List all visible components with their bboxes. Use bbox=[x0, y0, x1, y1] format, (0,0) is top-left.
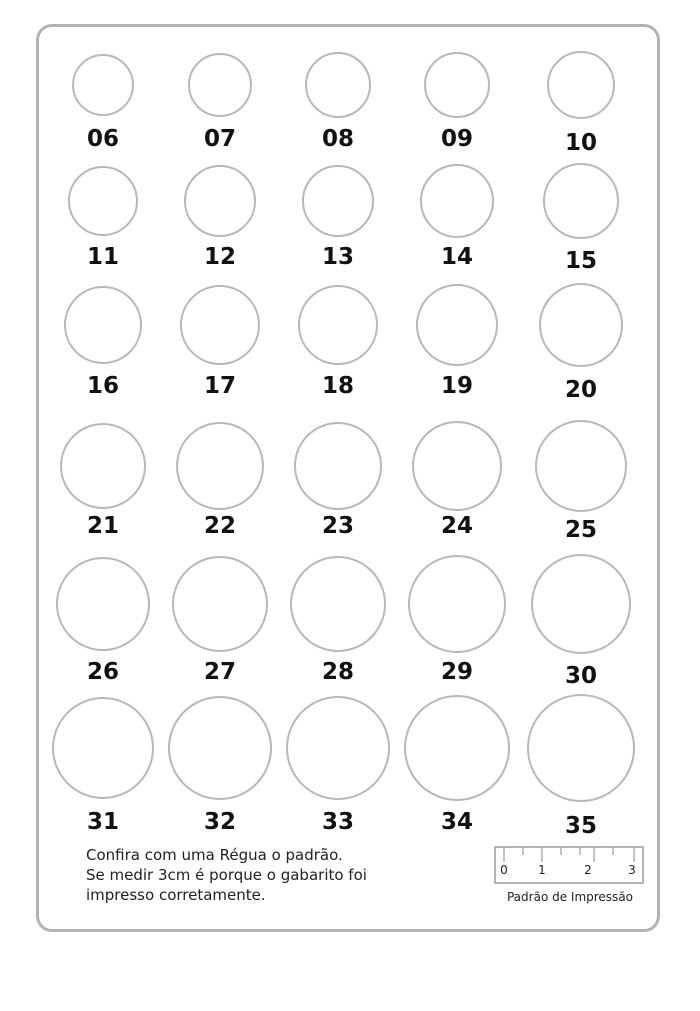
ring-size-circle bbox=[168, 696, 272, 800]
ring-size-circle bbox=[305, 52, 371, 118]
ring-size-circle bbox=[535, 420, 627, 512]
ring-size-label: 14 bbox=[440, 244, 473, 270]
ring-size-circle bbox=[172, 556, 268, 652]
ring-size-label: 13 bbox=[321, 244, 354, 270]
ruler-tick-label: 3 bbox=[628, 863, 636, 877]
instructions-text bbox=[86, 845, 367, 905]
ring-size-label: 32 bbox=[203, 809, 236, 835]
ring-size-circle bbox=[188, 53, 252, 117]
ring-size-label: 21 bbox=[86, 513, 119, 539]
ring-size-label: 11 bbox=[86, 244, 119, 270]
ring-size-circle bbox=[72, 54, 134, 116]
ring-size-label: 19 bbox=[440, 373, 473, 399]
ruler-caption: Padrão de Impressão bbox=[506, 890, 634, 904]
ring-size-circle bbox=[176, 422, 264, 510]
ring-size-label: 35 bbox=[564, 813, 597, 839]
print-scale-ruler bbox=[494, 846, 644, 886]
ring-size-label: 22 bbox=[203, 513, 236, 539]
ring-size-label: 12 bbox=[203, 244, 236, 270]
ring-size-label: 18 bbox=[321, 373, 354, 399]
ring-size-circle bbox=[298, 285, 378, 365]
ring-size-circle bbox=[416, 284, 498, 366]
ring-size-circle bbox=[547, 51, 615, 119]
ring-size-label: 06 bbox=[86, 126, 119, 152]
ring-size-label: 34 bbox=[440, 809, 473, 835]
ring-size-label: 27 bbox=[203, 659, 236, 685]
ring-size-circle bbox=[286, 696, 390, 800]
instruction-line: impresso corretamente. bbox=[86, 886, 266, 904]
ring-size-circle bbox=[68, 166, 138, 236]
ruler-border bbox=[495, 847, 643, 883]
ring-size-circle bbox=[64, 286, 142, 364]
ring-size-circle bbox=[302, 165, 374, 237]
ring-size-label: 17 bbox=[203, 373, 236, 399]
ring-size-circle bbox=[180, 285, 260, 365]
ring-size-label: 29 bbox=[440, 659, 473, 685]
ring-size-circle bbox=[408, 555, 506, 653]
ring-size-circle bbox=[294, 422, 382, 510]
ring-size-label: 20 bbox=[564, 377, 597, 403]
ring-size-circle bbox=[527, 694, 635, 802]
ring-size-circle bbox=[404, 695, 510, 801]
ring-size-circle bbox=[539, 283, 623, 367]
ring-size-label: 07 bbox=[203, 126, 236, 152]
ring-size-label: 10 bbox=[564, 130, 597, 156]
instruction-line: Confira com uma Régua o padrão. bbox=[86, 846, 343, 864]
ring-size-label: 31 bbox=[86, 809, 119, 835]
ring-size-label: 16 bbox=[86, 373, 119, 399]
ring-size-circle bbox=[290, 556, 386, 652]
ring-size-circle bbox=[60, 423, 146, 509]
ring-size-circle bbox=[56, 557, 150, 651]
ruler-tick-label: 2 bbox=[584, 863, 592, 877]
ring-size-circle bbox=[412, 421, 502, 511]
ring-size-label: 23 bbox=[321, 513, 354, 539]
ring-size-circle bbox=[52, 697, 154, 799]
ring-size-circle bbox=[420, 164, 494, 238]
ring-size-label: 15 bbox=[564, 248, 597, 274]
ring-size-circle bbox=[531, 554, 631, 654]
ring-size-label: 24 bbox=[440, 513, 473, 539]
ruler-minor-ticks bbox=[504, 847, 634, 862]
ring-size-label: 33 bbox=[321, 809, 354, 835]
instruction-line: Se medir 3cm é porque o gabarito foi bbox=[86, 866, 367, 884]
ring-size-label: 28 bbox=[321, 659, 354, 685]
ring-size-label: 26 bbox=[86, 659, 119, 685]
ruler-tick-label: 0 bbox=[500, 863, 508, 877]
ring-size-circle bbox=[543, 163, 619, 239]
ring-size-label: 09 bbox=[440, 126, 473, 152]
ruler-tick-label: 1 bbox=[538, 863, 546, 877]
ring-size-label: 30 bbox=[564, 663, 597, 689]
ring-size-circle bbox=[424, 52, 490, 118]
ring-size-circle bbox=[184, 165, 256, 237]
ring-size-label: 25 bbox=[564, 517, 597, 543]
ring-size-label: 08 bbox=[321, 126, 354, 152]
